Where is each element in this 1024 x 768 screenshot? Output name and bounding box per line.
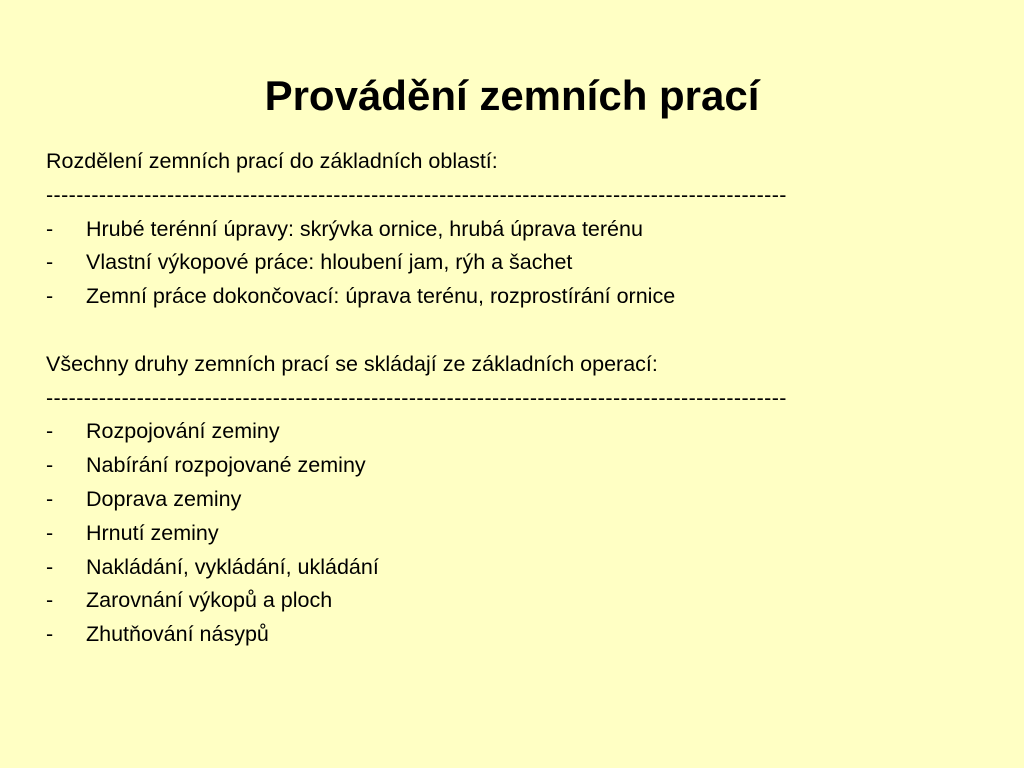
bullet-dash: - [46,216,54,241]
list-item [46,551,1006,585]
bullet-dash: - [46,554,54,579]
list-item [46,517,1006,551]
section1-separator: -------------------------------------------------------------------------------------------------- [46,182,787,207]
slide-body [46,145,1006,652]
list-item-text: Doprava zeminy [86,486,242,511]
bullet-dash: - [46,453,54,478]
section2-intro: Všechny druhy zemních prací se skládají ze základních operací: [46,351,658,376]
list-item [46,584,1006,618]
bullet-dash: - [46,622,54,647]
list-item [46,483,1006,517]
slide-title: Provádění zemních prací [264,72,760,119]
bullet-dash: - [46,250,54,275]
list-item-text: Zhutňování násypů [86,622,269,647]
list-item [46,415,1006,449]
bullet-dash: - [46,419,54,444]
section2-separator: -------------------------------------------------------------------------------------------------- [46,385,787,410]
list-item-text: Zemní práce dokončovací: úprava terénu, rozprostírání ornice [86,284,676,309]
bullet-dash: - [46,520,54,545]
list-item-text: Nabírání rozpojované zeminy [86,453,366,478]
list-item [46,280,1006,314]
list-item-text: Hrubé terénní úpravy: skrývka ornice, hrubá úprava terénu [86,216,643,241]
bullet-dash: - [46,588,54,613]
list-item-text: Vlastní výkopové práce: hloubení jam, rýh a šachet [86,250,573,275]
list-item-text: Rozpojování zeminy [86,419,280,444]
list-item [46,618,1006,652]
list-item [46,213,1006,247]
bullet-dash: - [46,486,54,511]
section1-intro: Rozdělení zemních prací do základních oblastí: [46,149,498,173]
list-item-text: Zarovnání výkopů a ploch [86,588,333,613]
list-item-text: Hrnutí zeminy [86,520,219,545]
bullet-dash: - [46,284,54,309]
list-item-text: Nakládání, vykládání, ukládání [86,554,379,579]
list-item [46,449,1006,483]
section-spacer [46,314,1006,348]
list-item [46,246,1006,280]
